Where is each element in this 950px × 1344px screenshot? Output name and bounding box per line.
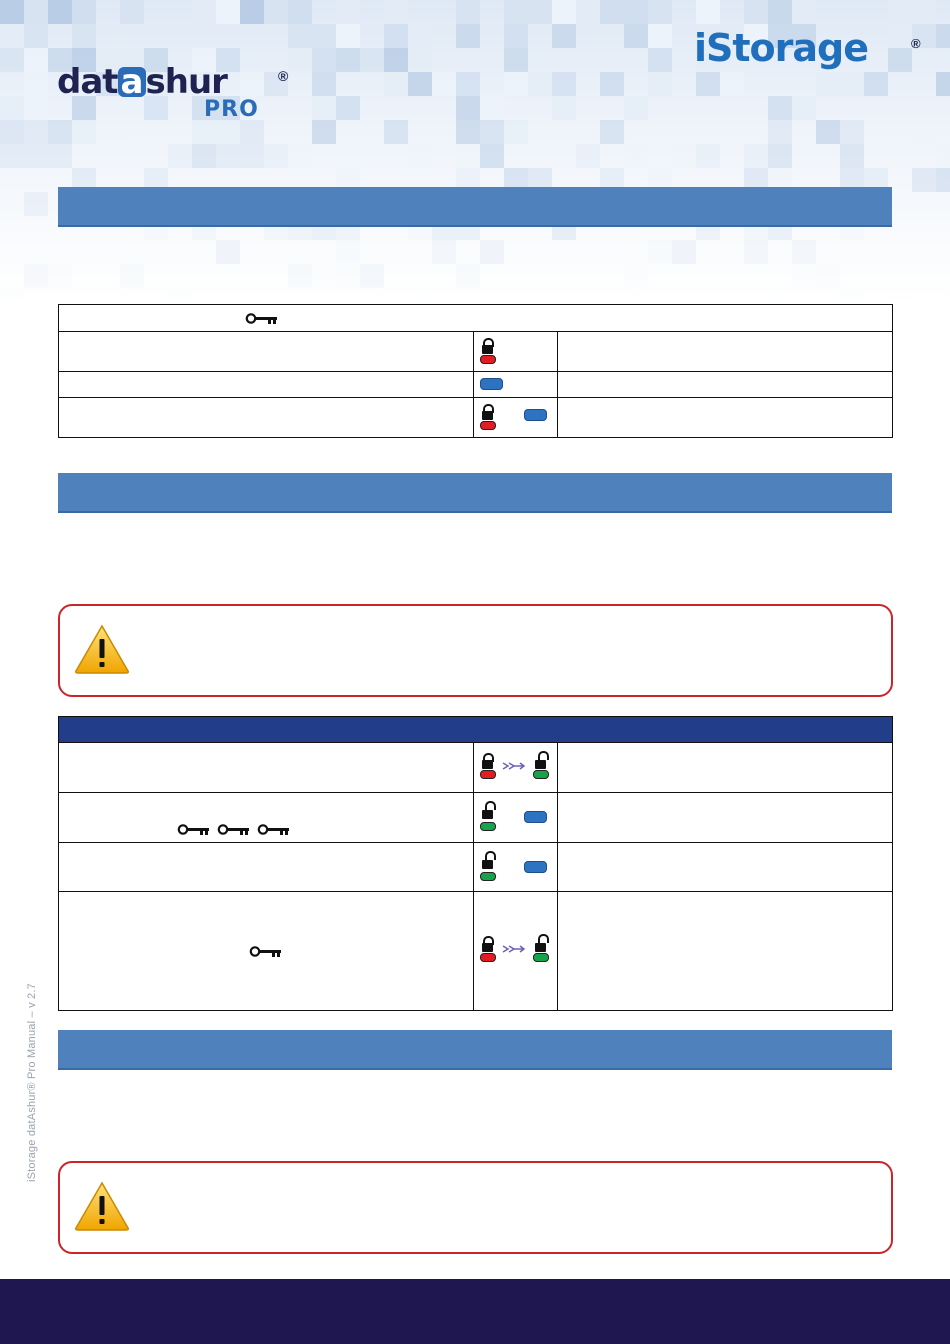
mosaic-tile [264, 0, 288, 24]
mosaic-tile [0, 144, 24, 168]
mosaic-tile [624, 24, 648, 48]
mosaic-tile [936, 24, 950, 48]
mosaic-tile [624, 264, 648, 288]
table-row [59, 843, 893, 892]
section-header-bar-2 [58, 473, 892, 513]
mosaic-tile [576, 0, 600, 24]
table-row [59, 305, 893, 332]
arrow-transition-icon [502, 761, 526, 771]
mosaic-tile [288, 264, 312, 288]
mosaic-tile [696, 0, 720, 24]
mosaic-tile [504, 48, 528, 72]
mosaic-tile [312, 24, 336, 48]
mosaic-tile [936, 168, 950, 192]
warning-box-1 [58, 604, 893, 697]
mosaic-tile [288, 0, 312, 24]
mosaic-tile [432, 72, 456, 96]
mosaic-tile [120, 264, 144, 288]
blue-led [524, 861, 547, 873]
mosaic-tile [312, 264, 336, 288]
section-header-bar-1 [58, 187, 892, 227]
led-indicator-cell [474, 372, 558, 398]
logo-part-shur: shur [145, 62, 227, 102]
mosaic-tile [408, 288, 432, 300]
table-row [59, 372, 893, 398]
mosaic-tile [648, 72, 672, 96]
table-cell [59, 398, 474, 438]
mosaic-tile [0, 96, 24, 120]
mosaic-tile [0, 120, 24, 144]
warning-icon [74, 1180, 130, 1232]
mosaic-tile [576, 144, 600, 168]
mosaic-tile [288, 144, 312, 168]
mosaic-tile [384, 24, 408, 48]
instruction-table-2 [58, 716, 893, 1011]
mosaic-tile [312, 72, 336, 96]
mosaic-tile [600, 0, 624, 24]
mosaic-tile [504, 24, 528, 48]
mosaic-tile [336, 240, 360, 264]
mosaic-tile [0, 24, 24, 48]
document-version-label: iStorage datAshur® Pro Manual – v 2.7 [26, 983, 38, 1182]
mosaic-tile [48, 144, 72, 168]
mosaic-tile [192, 120, 216, 144]
red-led [480, 355, 496, 364]
mosaic-tile [456, 264, 480, 288]
table-cell [558, 372, 893, 398]
mosaic-tile [816, 264, 840, 288]
table-cell [558, 793, 893, 843]
red-led [480, 953, 496, 962]
table-cell [59, 843, 474, 892]
mosaic-tile [72, 0, 96, 24]
mosaic-tile [504, 72, 528, 96]
logo-registered-mark: ® [278, 68, 289, 84]
mosaic-tile [240, 144, 264, 168]
led-indicator-cell [474, 892, 558, 1011]
table-row [59, 743, 893, 793]
mosaic-tile [48, 0, 72, 24]
table-row [59, 398, 893, 438]
mosaic-tile [216, 0, 240, 24]
mosaic-tile [768, 0, 792, 24]
mosaic-tile [24, 96, 48, 120]
mosaic-tile [504, 0, 528, 24]
mosaic-tile [288, 48, 312, 72]
mosaic-tile [24, 192, 48, 216]
led-indicator-cell [474, 793, 558, 843]
mosaic-tile [888, 24, 912, 48]
mosaic-tile [672, 240, 696, 264]
logo-part-dat: dat [57, 62, 118, 102]
mosaic-tile [768, 144, 792, 168]
blue-led [524, 409, 547, 421]
key-icon [257, 823, 291, 836]
mosaic-tile [408, 144, 432, 168]
table-cell [59, 372, 474, 398]
mosaic-tile [840, 72, 864, 96]
key-icon [249, 945, 283, 958]
mosaic-tile [672, 144, 696, 168]
mosaic-tile [912, 0, 936, 24]
mosaic-tile [792, 240, 816, 264]
warning-box-2 [58, 1161, 893, 1254]
mosaic-tile [504, 120, 528, 144]
green-led [480, 822, 496, 831]
blue-led [524, 811, 547, 823]
key-icon [177, 823, 211, 836]
mosaic-tile [336, 0, 360, 24]
arrow-transition-icon [502, 944, 526, 954]
mosaic-tile [384, 0, 408, 24]
led-indicator-cell [474, 332, 558, 372]
mosaic-tile [888, 48, 912, 72]
table-cell [558, 843, 893, 892]
mosaic-tile [912, 168, 936, 192]
mosaic-tile [648, 24, 672, 48]
istorage-registered-mark: ® [911, 36, 921, 51]
table-cell [558, 892, 893, 1011]
key-icon [245, 312, 279, 325]
led-indicator-cell [474, 743, 558, 793]
mosaic-tile [744, 0, 768, 24]
instruction-table-1 [58, 304, 893, 438]
table-cell [59, 793, 474, 843]
mosaic-tile [0, 0, 24, 24]
section-header-bar-3 [58, 1030, 892, 1070]
footer-bar [0, 1279, 950, 1344]
mosaic-tile [456, 96, 480, 120]
table-cell [558, 332, 893, 372]
mosaic-tile [816, 72, 840, 96]
mosaic-tile [384, 120, 408, 144]
mosaic-tile [192, 144, 216, 168]
mosaic-tile [792, 264, 816, 288]
mosaic-tile [168, 288, 192, 300]
mosaic-tile [912, 120, 936, 144]
mosaic-tile [552, 24, 576, 48]
mosaic-tile [864, 72, 888, 96]
table-row [59, 332, 893, 372]
mosaic-tile [408, 24, 432, 48]
mosaic-tile [408, 72, 432, 96]
mosaic-tile [456, 120, 480, 144]
mosaic-tile [336, 96, 360, 120]
mosaic-tile [456, 0, 480, 24]
mosaic-tile [552, 0, 576, 24]
product-logo-wordmark [57, 62, 227, 102]
table-row [59, 793, 893, 843]
logo-pro-label: PRO [204, 97, 259, 122]
mosaic-tile [840, 120, 864, 144]
mosaic-tile [816, 120, 840, 144]
mosaic-tile [480, 120, 504, 144]
mosaic-tile [792, 96, 816, 120]
mosaic-tile [72, 120, 96, 144]
mosaic-tile [24, 120, 48, 144]
mosaic-tile [552, 96, 576, 120]
green-led [533, 953, 549, 962]
mosaic-tile [336, 264, 360, 288]
table-cell [59, 743, 474, 793]
led-indicator-cell [474, 398, 558, 438]
mosaic-tile [336, 24, 360, 48]
mosaic-tile [648, 48, 672, 72]
table-cell [558, 743, 893, 793]
mosaic-tile [888, 288, 912, 300]
table-header-row [59, 717, 893, 743]
mosaic-tile [648, 240, 672, 264]
table-cell [59, 892, 474, 1011]
mosaic-tile [24, 0, 48, 24]
mosaic-tile [336, 48, 360, 72]
red-led [480, 421, 496, 430]
mosaic-tile [792, 0, 816, 24]
green-led [533, 770, 549, 779]
mosaic-tile [720, 72, 744, 96]
mosaic-tile [768, 120, 792, 144]
mosaic-tile [552, 72, 576, 96]
mosaic-tile [168, 144, 192, 168]
mosaic-tile [192, 0, 216, 24]
istorage-logo: iStorage [694, 26, 869, 70]
mosaic-tile [312, 96, 336, 120]
mosaic-tile [600, 72, 624, 96]
mosaic-tile [840, 288, 864, 300]
mosaic-tile [216, 120, 240, 144]
mosaic-tile [624, 96, 648, 120]
mosaic-tile [888, 0, 912, 24]
mosaic-tile [480, 144, 504, 168]
mosaic-tile [0, 48, 24, 72]
mosaic-tile [240, 72, 264, 96]
mosaic-tile [48, 120, 72, 144]
mosaic-tile [768, 288, 792, 300]
mosaic-tile [600, 120, 624, 144]
mosaic-tile [744, 240, 768, 264]
mosaic-tile [288, 24, 312, 48]
mosaic-tile [648, 0, 672, 24]
table-row [59, 892, 893, 1011]
mosaic-tile [840, 144, 864, 168]
mosaic-tile [528, 0, 552, 24]
led-indicator-cell [474, 843, 558, 892]
mosaic-tile [264, 144, 288, 168]
mosaic-tile [408, 48, 432, 72]
mosaic-tile [936, 144, 950, 168]
mosaic-tile [456, 24, 480, 48]
mosaic-tile [768, 96, 792, 120]
mosaic-tile [216, 240, 240, 264]
logo-padlock-a: a [118, 67, 146, 97]
mosaic-tile [384, 72, 408, 96]
green-led [480, 872, 496, 881]
warning-icon [74, 623, 130, 675]
mosaic-tile [360, 48, 384, 72]
mosaic-tile [24, 48, 48, 72]
mosaic-tile [48, 264, 72, 288]
mosaic-tile [624, 0, 648, 24]
mosaic-tile [312, 48, 336, 72]
mosaic-tile [528, 72, 552, 96]
mosaic-tile [24, 144, 48, 168]
mosaic-tile [384, 48, 408, 72]
table-cell [558, 398, 893, 438]
mosaic-tile [0, 288, 24, 300]
key-icon [217, 823, 251, 836]
mosaic-tile [936, 72, 950, 96]
mosaic-tile [360, 264, 384, 288]
mosaic-tile [480, 240, 504, 264]
mosaic-tile [240, 120, 264, 144]
mosaic-tile [24, 264, 48, 288]
table-cell [59, 332, 474, 372]
mosaic-tile [240, 0, 264, 24]
mosaic-tile [120, 0, 144, 24]
mosaic-tile [24, 72, 48, 96]
mosaic-tile [696, 72, 720, 96]
mosaic-tile [624, 144, 648, 168]
mosaic-tile [24, 24, 48, 48]
mosaic-tile [480, 96, 504, 120]
mosaic-tile [744, 144, 768, 168]
red-led [480, 770, 496, 779]
mosaic-tile [696, 144, 720, 168]
mosaic-tile [432, 240, 456, 264]
mosaic-tile [456, 72, 480, 96]
mosaic-tile [456, 144, 480, 168]
blue-led [480, 378, 503, 390]
table-header-cell [59, 717, 893, 743]
mosaic-tile [216, 144, 240, 168]
mosaic-tile [312, 120, 336, 144]
table-cell [59, 305, 893, 332]
mosaic-tile [72, 24, 96, 48]
